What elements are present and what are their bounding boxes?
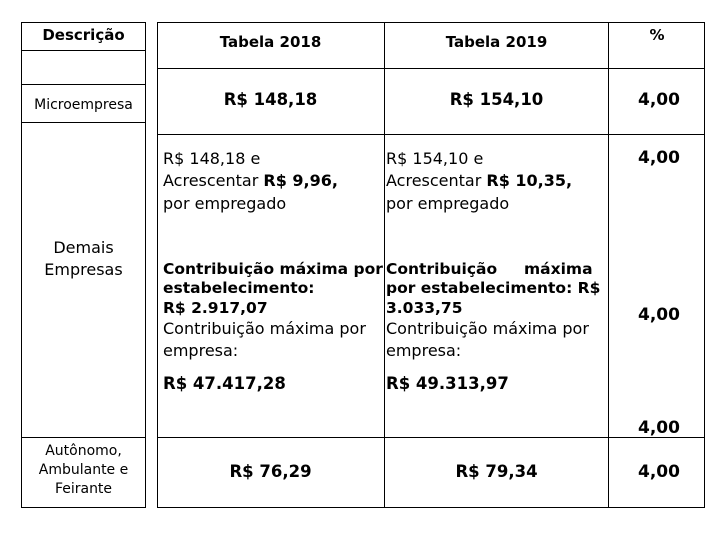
micro-2019-value: R$ 154,10 bbox=[449, 90, 544, 109]
demais-2019-maxest-value: 3.033,75 bbox=[386, 299, 463, 317]
divider bbox=[21, 84, 146, 85]
label-autonomo-2: Ambulante e bbox=[38, 462, 129, 478]
demais-percent-2: 4,00 bbox=[638, 305, 680, 325]
autonomo-percent: 4,00 bbox=[638, 462, 680, 482]
demais-2019-line2-bold: R$ 10,35, bbox=[486, 171, 573, 190]
demais-2018-maxemp-value: R$ 47.417,28 bbox=[163, 374, 286, 393]
autonomo-2019-value: R$ 79,34 bbox=[455, 462, 538, 481]
demais-2018-maxemp-line2: empresa: bbox=[163, 341, 239, 360]
divider bbox=[157, 68, 705, 69]
demais-2018-line2 bbox=[163, 173, 338, 189]
demais-2019-line3: por empregado bbox=[386, 194, 510, 213]
micro-2018-value: R$ 148,18 bbox=[223, 90, 318, 109]
demais-2018-line3: por empregado bbox=[163, 194, 287, 213]
divider bbox=[21, 122, 146, 123]
header-percent: % bbox=[649, 26, 665, 44]
demais-2019-maxest-word1: Contribuição bbox=[386, 260, 498, 278]
demais-2019-line1: R$ 154,10 e bbox=[386, 149, 484, 168]
demais-2019-maxemp-line2: empresa: bbox=[386, 341, 462, 360]
divider bbox=[608, 22, 609, 508]
label-autonomo-1: Autônomo, bbox=[45, 443, 122, 459]
label-demais: Demais bbox=[53, 238, 114, 257]
demais-2019-line2-text: Acrescentar bbox=[386, 171, 487, 190]
autonomo-2018-value: R$ 76,29 bbox=[229, 462, 312, 481]
demais-2019-line2 bbox=[386, 173, 572, 189]
demais-2019-maxest-line2: por estabelecimento: R$ bbox=[386, 279, 601, 297]
label-empresas: Empresas bbox=[44, 260, 123, 279]
demais-2018-maxemp-line1: Contribuição máxima por bbox=[163, 319, 366, 338]
label-microempresa: Microempresa bbox=[34, 97, 133, 113]
demais-2018-maxest-line1: Contribuição máxima por bbox=[163, 260, 383, 278]
demais-2019-maxest-word2: máxima bbox=[524, 260, 593, 278]
demais-2019-maxemp-line1: Contribuição máxima por bbox=[386, 319, 589, 338]
divider bbox=[157, 134, 705, 135]
demais-percent-3: 4,00 bbox=[638, 418, 680, 438]
demais-2018-maxest-line2: estabelecimento: bbox=[163, 279, 315, 297]
divider bbox=[157, 437, 705, 438]
header-descricao: Descrição bbox=[42, 26, 125, 44]
demais-2018-maxest-value: R$ 2.917,07 bbox=[163, 299, 268, 317]
demais-2018-line1: R$ 148,18 e bbox=[163, 149, 261, 168]
divider bbox=[21, 437, 146, 438]
demais-2018-line2-bold: R$ 9,96, bbox=[263, 171, 338, 190]
header-tabela-2019: Tabela 2019 bbox=[445, 33, 548, 51]
label-autonomo-3: Feirante bbox=[54, 481, 113, 497]
header-tabela-2018: Tabela 2018 bbox=[219, 33, 322, 51]
demais-2018-line2-text: Acrescentar bbox=[163, 171, 264, 190]
micro-percent: 4,00 bbox=[638, 90, 680, 110]
demais-percent-1: 4,00 bbox=[638, 148, 680, 168]
demais-2019-maxemp-value: R$ 49.313,97 bbox=[386, 374, 509, 393]
